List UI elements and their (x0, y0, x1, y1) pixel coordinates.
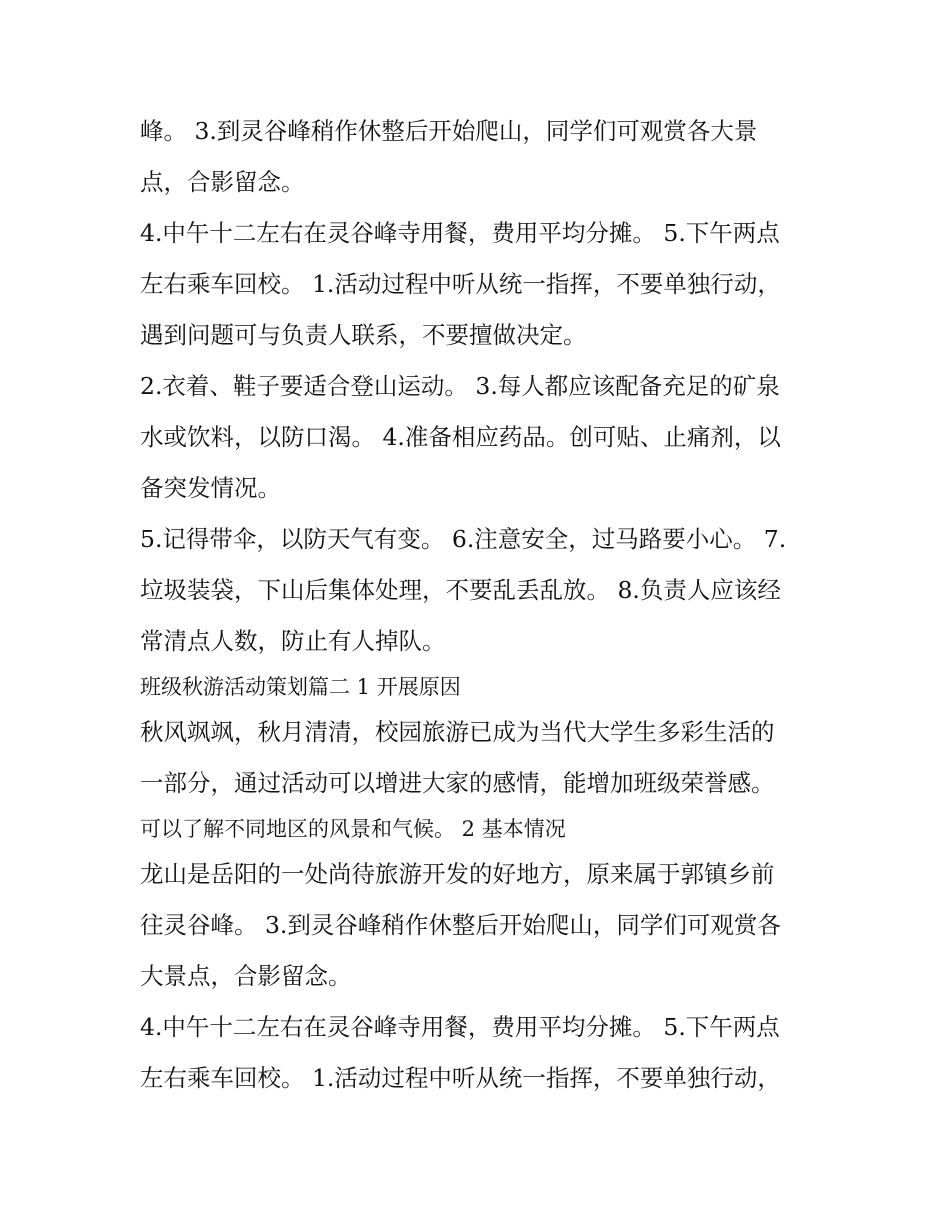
paragraph-4 (140, 514, 820, 667)
paragraph-6 (140, 849, 820, 1002)
section-heading (140, 809, 820, 849)
document-body (140, 106, 820, 1104)
text-line: 点，合影留念。 (140, 168, 305, 196)
text-line: 4.中午十二左右在灵谷峰寺用餐，费用平均分摊。 5.下午两点 (140, 1013, 780, 1041)
paragraph-7 (140, 1002, 820, 1104)
text-line: 龙山是岳阳的一处尚待旅游开发的好地方，原来属于郭镇乡前 (140, 860, 775, 888)
heading-line: 班级秋游活动策划篇二 1 开展原因 (140, 675, 461, 699)
text-line: 往灵谷峰。 3.到灵谷峰稍作休整后开始爬山，同学们可观赏各 (140, 911, 781, 939)
paragraph-2 (140, 208, 820, 361)
text-line: 秋风飒飒，秋月清清，校园旅游已成为当代大学生多彩生活的 (140, 718, 775, 746)
text-line: 2.衣着、鞋子要适合登山运动。 3.每人都应该配备充足的矿泉 (140, 372, 780, 400)
section-heading (140, 667, 820, 707)
text-line: 常清点人数，防止有人掉队。 (140, 627, 446, 655)
text-line: 备突发情况。 (140, 474, 281, 502)
text-line: 5.记得带伞，以防天气有变。 6.注意安全，过马路要小心。 7. (140, 525, 787, 553)
paragraph-5 (140, 707, 820, 809)
text-line: 左右乘车回校。 1.活动过程中听从统一指挥，不要单独行动， (140, 1064, 781, 1092)
text-line: 大景点，合影留念。 (140, 962, 352, 990)
text-line: 垃圾装袋，下山后集体处理，不要乱丢乱放。 8.负责人应该经 (140, 576, 781, 604)
heading-line: 可以了解不同地区的风景和气候。 2 基本情况 (140, 817, 566, 841)
text-line: 左右乘车回校。 1.活动过程中听从统一指挥，不要单独行动， (140, 270, 781, 298)
text-line: 一部分，通过活动可以增进大家的感情，能增加班级荣誉感。 (140, 769, 775, 797)
text-line: 峰。 3.到灵谷峰稍作休整后开始爬山，同学们可观赏各大景 (140, 117, 758, 145)
paragraph-3 (140, 361, 820, 514)
paragraph-1 (140, 106, 820, 208)
text-line: 水或饮料，以防口渴。 4.准备相应药品。创可贴、止痛剂，以 (140, 423, 781, 451)
text-line: 4.中午十二左右在灵谷峰寺用餐，费用平均分摊。 5.下午两点 (140, 219, 780, 247)
text-line: 遇到问题可与负责人联系，不要擅做决定。 (140, 321, 587, 349)
